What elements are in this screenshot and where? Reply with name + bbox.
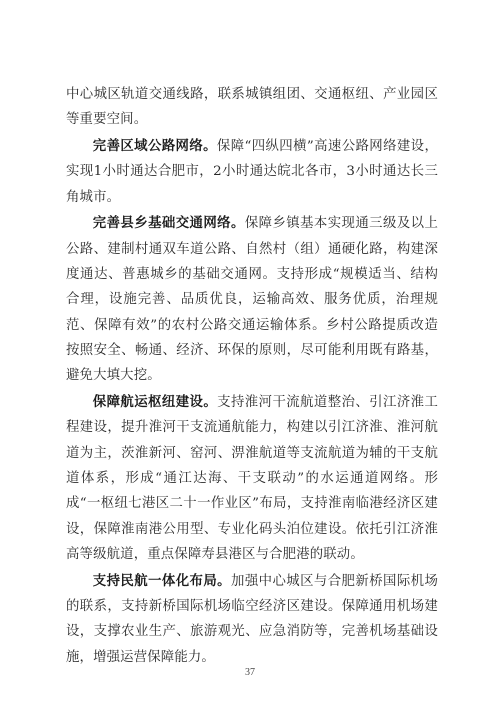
paragraph-shipping-hub: [66, 390, 438, 567]
paragraph-lead: 保障航运枢纽建设。: [92, 394, 218, 411]
paragraph-lead: 完善县乡基础交通网络。: [92, 215, 245, 232]
paragraph-text: 保障“四纵四横”高速公路网络建设，实现1小时通达合肥市，2小时通达皖北各市，3小时通达长三角城市。: [66, 139, 438, 205]
paragraph-regional-highway: [66, 134, 438, 210]
paragraph-county-township-network: [66, 211, 438, 388]
paragraph-text: 支持淮河干流航道整治、引江济淮工程建设，提升淮河干支流通航能力，构建以引江济淮、淮河航道为主，茨淮新河、窑河、淠淮航道等支流航道为辅的干支航道体系，形成“通江达海、干支联动”的水运通道网络。形成“一枢纽七港区二十一作业区”布局，支持淮南临港经济区建设，保障淮南港公用型、专业化码头泊位建设。依托引江济淮高等级航道，重点保障寿县港区与合肥港的联动。: [66, 395, 438, 562]
paragraph-lead: 支持民航一体化布局。: [92, 572, 231, 589]
paragraph-lead: 完善区域公路网络。: [92, 138, 217, 155]
page-number: 37: [245, 667, 255, 678]
paragraph-civil-aviation: [66, 569, 438, 670]
paragraph-text: 保障乡镇基本实现通三级及以上公路、建制村通双车道公路、自然村（组）通硬化路，构建深度通达、普惠城乡的基础交通网。支持形成“规模适当、结构合理，设施完善、品质优良，运输高效、服务优质，治理规范、保障有效”的农村公路交通运输体系。乡村公路提质改造按照安全、畅通、经济、环保的原则，尽可能利用既有路基，避免大填大挖。: [66, 216, 438, 384]
paragraph-text: 加强中心城区与合肥新桥国际机场的联系，支持新桥国际机场临空经济区建设。保障通用机场建设，支撑农业生产、旅游观光、应急消防等，完善机场基础设施，增强运营保障能力。: [66, 573, 439, 665]
paragraph-text: 中心城区轨道交通线路，联系城镇组团、交通枢纽、产业园区等重要空间。: [66, 87, 438, 128]
paragraph-urban-rail: [66, 82, 438, 133]
body-text: [66, 82, 438, 671]
